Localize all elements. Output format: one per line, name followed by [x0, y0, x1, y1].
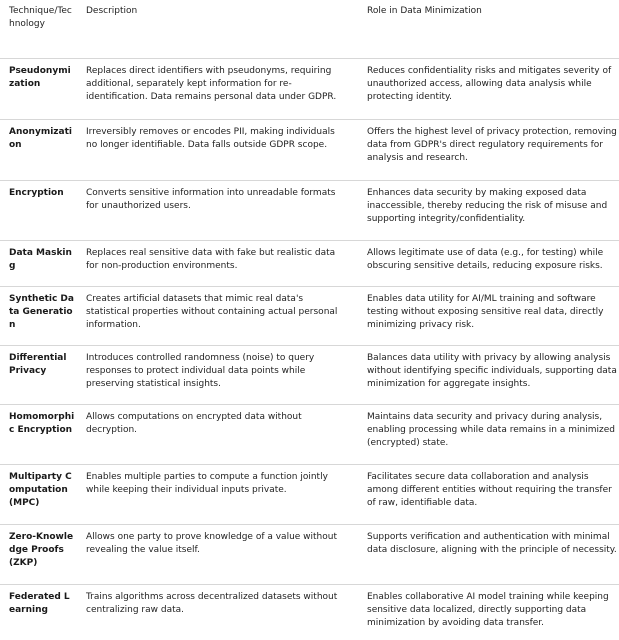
description-cell: Replaces direct identifiers with pseudonyms, requiring additional, separately kept information for re-identification. Data remains personal data under GDPR.	[86, 66, 337, 102]
role-cell: Enables collaborative AI model training while keeping sensitive data localized, directly supporting data minimization by avoiding data transfer.	[367, 592, 609, 628]
role-cell: Maintains data security and privacy during analysis, enabling processing while data remains in a minimized (encrypted) state.	[367, 412, 615, 448]
table-row	[0, 59, 619, 119]
description-cell: Allows computations on encrypted data without decryption.	[86, 412, 302, 435]
technique-cell: Federated Learning	[9, 592, 70, 615]
table-row	[0, 346, 619, 406]
description-cell: Enables multiple parties to compute a function jointly while keeping their individual inputs private.	[86, 472, 328, 495]
table-header-row	[0, 0, 619, 60]
description-cell: Converts sensitive information into unreadable formats for unauthorized users.	[86, 188, 336, 211]
description-cell: Replaces real sensitive data with fake but realistic data for non-production environments.	[86, 248, 336, 271]
table-row	[0, 287, 619, 347]
description-cell: Allows one party to prove knowledge of a value without revealing the value itself.	[86, 532, 338, 555]
table-row	[0, 405, 619, 465]
table-row	[0, 465, 619, 525]
technique-cell: Data Masking	[9, 248, 72, 271]
role-cell: Offers the highest level of privacy protection, removing data from GDPR's direct regulatory requirements for analysis and research.	[367, 127, 617, 163]
technique-cell: Zero-Knowledge Proofs (ZKP)	[9, 532, 74, 568]
description-cell: Trains algorithms across decentralized datasets without centralizing raw data.	[86, 592, 338, 615]
description-cell: Creates artificial datasets that mimic real data's statistical properties without containing actual personal information.	[86, 294, 338, 330]
header-technique: Technique/Technology	[9, 6, 72, 29]
technique-cell: Encryption	[9, 188, 64, 198]
technique-cell: Differential Privacy	[9, 353, 67, 376]
role-cell: Reduces confidentiality risks and mitigates severity of unauthorized access, allowing data analysis while protecting identity.	[367, 66, 612, 102]
role-cell: Balances data utility with privacy by allowing analysis without identifying specific individuals, supporting data minimization for aggregate insights.	[367, 353, 617, 389]
header-role: Role in Data Minimization	[367, 6, 482, 16]
role-cell: Supports verification and authentication with minimal data disclosure, aligning with the principle of necessity.	[367, 532, 617, 555]
technique-cell: Synthetic Data Generation	[9, 294, 74, 330]
role-cell: Facilitates secure data collaboration and analysis among different entities without requiring the transfer of raw, identifiable data.	[367, 472, 612, 508]
technique-cell: Pseudonymization	[9, 66, 71, 89]
header-description: Description	[86, 6, 138, 16]
description-cell: Introduces controlled randomness (noise) to query responses to protect individual data points while preserving statistical insights.	[86, 353, 315, 389]
technique-cell: Anonymization	[9, 127, 72, 150]
table-row	[0, 120, 619, 180]
table-row	[0, 241, 619, 291]
description-cell: Irreversibly removes or encodes PII, making individuals no longer identifiable. Data falls outside GDPR scope.	[86, 127, 335, 150]
role-cell: Allows legitimate use of data (e.g., for testing) while obscuring sensitive details, reducing exposure risks.	[367, 248, 604, 271]
role-cell: Enhances data security by making exposed data inaccessible, thereby reducing the risk of misuse and supporting integrity/confidentiality.	[367, 188, 608, 224]
technique-cell: Multiparty Computation (MPC)	[9, 472, 72, 508]
table-row	[0, 525, 619, 585]
role-cell: Enables data utility for AI/ML training and software testing without exposing sensitive real data, directly minimizing privacy risk.	[367, 294, 604, 330]
table-row	[0, 181, 619, 241]
table-row	[0, 585, 619, 640]
technique-cell: Homomorphic Encryption	[9, 412, 75, 435]
